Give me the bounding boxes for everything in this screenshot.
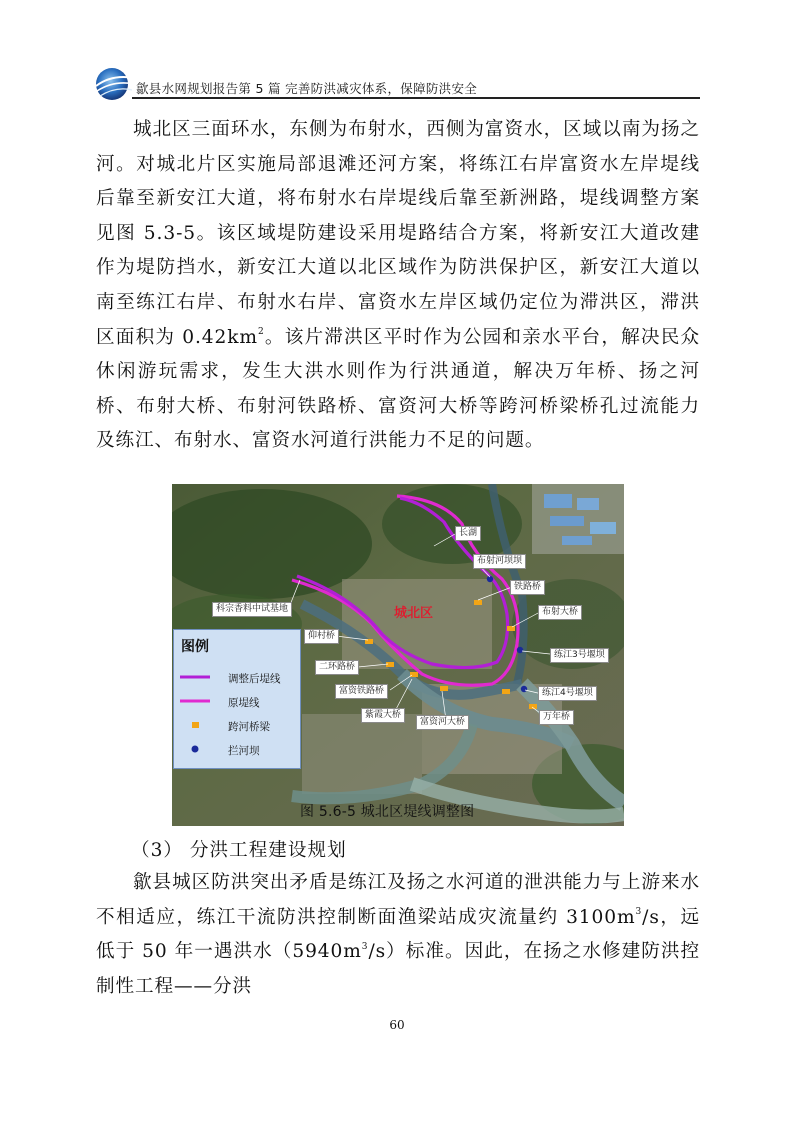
- paragraph-line: /s，远低于 50 年: [96, 906, 700, 963]
- map-label-yangcun-bridge: 仰村桥: [304, 629, 339, 644]
- header-title: 歙县水网规划报告第 5 篇 完善防洪减灾体系，保障防洪安全: [136, 81, 478, 96]
- dike-adjustment-map: [172, 484, 624, 826]
- map-label-bushe-bridge: 布射大桥: [538, 605, 582, 620]
- legend-item-bridge: 跨河桥梁: [180, 718, 300, 734]
- map-label-wannian-bridge: 万年桥: [539, 710, 574, 725]
- paragraph-line: 富资水左岸区域仍定位为滞洪区，滞洪区面积为 0.42km: [96, 291, 700, 348]
- pink-line-icon: [180, 694, 210, 708]
- dam-marker-icon: [180, 742, 210, 756]
- paragraph-line: 河桥梁桥孔过流能力及练江、布射水、富资水河道行洪能力不足的问题。: [96, 395, 700, 452]
- paragraph-line: 相适应，练江干流防洪控制断面渔梁站成灾流量约 3100m: [116, 906, 636, 928]
- paragraph-line: 大道以北区域作为防洪保护区，新安江大道以南至练江右岸、布射水右岸、: [96, 257, 700, 313]
- district-label: 城北区: [394, 606, 434, 621]
- section-heading: （3） 分洪工程建设规划: [131, 840, 347, 861]
- paragraph-line: 域堤防建设采用堤路结合方案，将新安江大道改建作为堤防挡水，新安江: [96, 222, 700, 279]
- paragraph-line: 江大道，将布射水右岸堤线后靠至新洲路，堤线调整方案见图 5.3-5。该区: [96, 188, 700, 244]
- paragraph-line: 道，解决万年桥、扬之河桥、布射大桥、布射河铁路桥、富资河大桥等跨: [96, 361, 700, 417]
- purple-line-icon: [180, 670, 210, 684]
- legend-item-original: 原堤线: [180, 694, 300, 710]
- map-label-fuzi-railway-bridge: 富资铁路桥: [335, 684, 388, 699]
- paragraph-line: /s）标准。因此，在扬之水修建防洪控制性工程——分洪: [96, 941, 701, 997]
- map-label-fuzi-river-bridge: 富资河大桥: [416, 715, 469, 730]
- legend-item-adjusted: 调整后堤线: [180, 670, 300, 686]
- map-label-bushe-dam: 布射河坝坝: [473, 554, 526, 569]
- water-network-logo-icon: [92, 66, 136, 102]
- superscript: 3: [635, 907, 643, 918]
- legend-item-dam: 拦河坝: [180, 742, 300, 758]
- legend-title: 图例: [181, 639, 209, 655]
- page-header: [92, 66, 700, 100]
- paragraph-line: 歙县城区防洪突出矛盾是练江及扬之水河道的泄洪能力与上游来水不: [96, 872, 700, 928]
- body-paragraph-2: [96, 866, 701, 997]
- header-divider: [132, 97, 700, 99]
- paragraph-line: 作为公园和亲水平台，解决民众休闲游玩需求，发生大洪水则作为行洪通: [96, 326, 700, 383]
- bridge-marker-icon: [180, 718, 210, 732]
- paragraph-line: 。该片滞洪区平时: [264, 326, 424, 348]
- map-label-lianjiang-3-dam: 练江3号堰坝: [550, 648, 609, 663]
- map-legend: [173, 629, 301, 769]
- map-label-ziqia-bridge: 紫霞大桥: [361, 708, 405, 723]
- map-label-railway-bridge: 铁路桥: [510, 580, 545, 595]
- paragraph-line: 城北区三面环水，东侧为布射水，西侧为富资水，区域以南为扬之河。对: [96, 119, 700, 175]
- map-label-changhu: 长湖: [455, 526, 481, 541]
- superscript: 2: [257, 327, 265, 338]
- paragraph-line: 一遇洪水（5940m: [194, 941, 362, 963]
- figure-caption: 图 5.6-5 城北区堤线调整图: [300, 804, 475, 820]
- map-label-kezong: 科宗香料中试基地: [212, 602, 292, 617]
- map-label-lianjiang-4-dam: 练江4号堰坝: [538, 686, 597, 701]
- paragraph-line: 城北片区实施局部退滩还河方案，将练江右岸富资水左岸堤线后靠至新安: [96, 153, 700, 210]
- page-number: 60: [389, 1018, 405, 1032]
- superscript: 3: [361, 942, 369, 952]
- map-label-erhuan-bridge: 二环路桥: [315, 660, 359, 675]
- body-paragraph-1: [96, 113, 700, 463]
